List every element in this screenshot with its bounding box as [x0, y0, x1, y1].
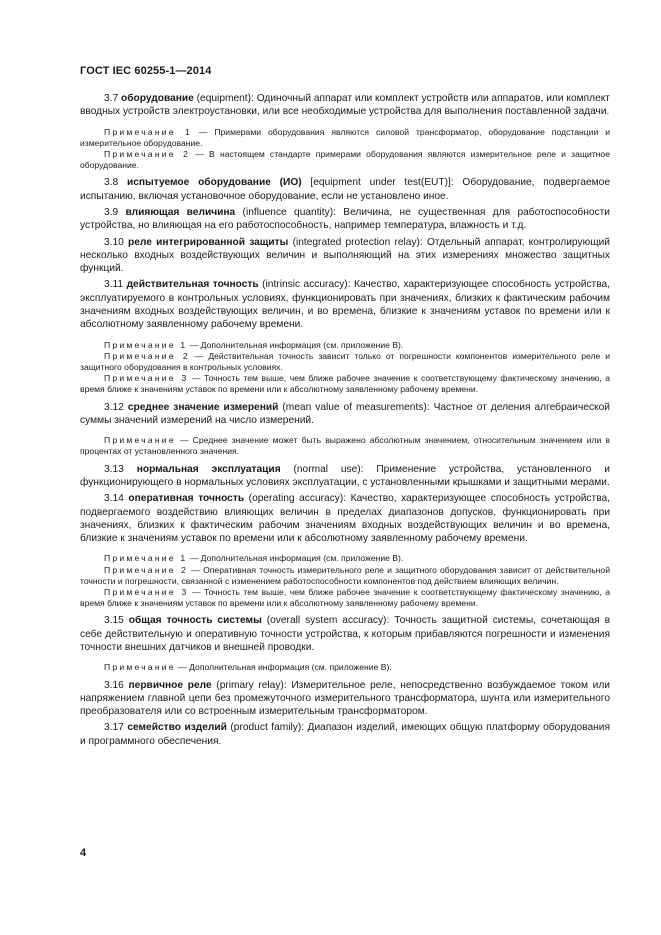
- note-text: — Дополнительная информация (см. приложение В).: [187, 339, 404, 350]
- standard-header: ГОСТ IEC 60255-1—2014: [80, 65, 212, 77]
- note-text: — Оперативная точность измерительного реле и защитного оборудования зависит от действительной точности и погрешности, связанной с изменением работоспособности компонентов под действием влияющих величин.: [80, 564, 610, 586]
- clause-number: 3.12: [104, 401, 124, 413]
- note-label: Примечание 1: [104, 126, 192, 137]
- definition-text: (product family): Диапазон изделий, имеющих общую платформу оборудования и программного обеспечения.: [80, 722, 610, 747]
- definition-text: (equipment): Одиночный аппарат или комплект устройств или аппаратов, или комплект вводных устройств электроустановки, или все необходимые устройства для выполнения поставленной задачи.: [80, 93, 610, 118]
- definition-text: (primary relay): Измерительное реле, непосредственно возбуждаемое током или напряжением главной цепи без промежуточного измерительного трансформатора, шунта или измерительного преобразователя или со встроенным измерительным трансформатором.: [80, 679, 610, 718]
- definition-text: (overall system accuracy): Точность защитной системы, сочетающая в себе действительную и оперативную точности устройства, к которым прибавляются погрешности и изменения точности внешних датчиков и внешней проводки.: [80, 615, 610, 654]
- definition-paragraph: [80, 679, 610, 719]
- definition-text: (integrated protection relay): Отдельный аппарат, контролирующий несколько входных воздействующих величин и выполняющий на этих измерениях множество защитных функций.: [80, 236, 610, 275]
- definition-paragraph: [80, 401, 610, 428]
- note-text: — В настоящем стандарте примерами оборудования являются измерительное реле и защитное оборудование.: [80, 149, 610, 171]
- term: среднее значение измерений: [127, 401, 279, 413]
- note-text: — Точность тем выше, чем ближе рабочее значение к соответствующему фактическому значению, а время ближе к значениям уставок по времени или к абсолютному заявленному рабочему времени.: [80, 373, 610, 395]
- term: семейство изделий: [127, 722, 227, 734]
- definition-paragraph: [80, 236, 610, 276]
- definition-text: (mean value of measurements): Частное от деления алгебраической суммы значений измерений на число измерений.: [80, 401, 610, 426]
- document-body: [80, 92, 610, 751]
- clause-number: 3.7: [104, 93, 119, 104]
- clause-number: 3.8: [104, 177, 119, 189]
- term: реле интегрированной защиты: [128, 236, 289, 248]
- definition-text: (operating accuracy): Качество, характеризующее способность устройства, подвергаемого воздействию влияющих величин в пределах диапазонов допусков, функционировать при значениях, близких к фактическим рабочим значениям входных воздействующих величин и во времена, близкие к значениям уставок по времени или к абсолютному заявленному рабочему времени.: [80, 493, 610, 545]
- clause-number: 3.13: [104, 463, 124, 475]
- definition-paragraph: [80, 614, 610, 654]
- clause-number: 3.10: [104, 236, 124, 248]
- definition-paragraph: [80, 721, 610, 748]
- note-text: — Точность тем выше, чем ближе рабочее значение к соответствующему фактическому значению, а время ближе к значениям уставок по времени или к абсолютному заявленному рабочему времени.: [80, 587, 610, 609]
- definition-paragraph: [80, 278, 610, 331]
- term: оперативная точность: [128, 493, 245, 505]
- note-text: — Дополнительная информация (см. приложение В).: [175, 662, 392, 673]
- note: [80, 351, 610, 373]
- definition-paragraph: [80, 92, 610, 119]
- term: нормальная эксплуатация: [136, 463, 281, 475]
- definition-text: [equipment under test(EUT)]: Оборудование, подвергаемое испытанию, включая установочное оборудование, если не установлено иное.: [80, 177, 610, 202]
- note-label: Примечание 1: [104, 553, 188, 564]
- note-label: Примечание: [104, 435, 176, 446]
- clause-number: 3.16: [104, 679, 124, 691]
- note: [80, 662, 610, 673]
- note-label: Примечание 3: [104, 373, 189, 384]
- note: [80, 435, 610, 457]
- page-number: 4: [80, 847, 87, 859]
- term: общая точность системы: [128, 615, 262, 627]
- note: [80, 340, 610, 351]
- note: [80, 587, 610, 609]
- term: испытуемое оборудование (ИО): [126, 177, 302, 189]
- clause-number: 3.14: [104, 493, 124, 505]
- term: влияющая величина: [125, 207, 236, 218]
- note-label: Примечание 2: [104, 350, 190, 361]
- term: оборудование: [121, 93, 194, 104]
- note-text: — Дополнительная информация (см. приложение В).: [187, 553, 404, 564]
- note: [80, 553, 610, 564]
- note: [80, 373, 610, 395]
- clause-number: 3.17: [104, 722, 124, 734]
- note: [80, 149, 610, 171]
- definition-paragraph: [80, 492, 610, 545]
- note-label: Примечание 2: [104, 564, 189, 575]
- note-label: Примечание 2: [104, 149, 191, 159]
- definition-text: (intrinsic accuracy): Качество, характеризующее способность устройства, эксплуатируемого в контрольных условиях, функционировать при значениях, близких к фактическим рабочим значениям входных воздействующих величин, и во времена, близкие к значениям уставок по времени или к абсолютному заявленному рабочему времени.: [80, 279, 610, 331]
- note-label: Примечание 1: [104, 339, 188, 350]
- definition-paragraph: [80, 206, 610, 233]
- term: действительная точность: [126, 279, 259, 291]
- note-label: Примечание: [104, 662, 176, 673]
- note: [80, 127, 610, 149]
- definition-text: (influence quantity): Величина, не существенная для работоспособности устройства, но влияющая на его работоспособность, например температура, влажность и т.д.: [80, 207, 611, 232]
- note-text: — Среднее значение может быть выражено абсолютным значением, относительным значением или в процентах от установленного значения.: [80, 435, 610, 457]
- definition-text: (normal use): Применение устройства, установленного и функционирующего в нормальных условиях эксплуатации, с установленными крышками и защитными мерами.: [80, 463, 610, 488]
- clause-number: 3.9: [104, 207, 119, 218]
- note: [80, 565, 610, 587]
- note-text: — Действительная точность зависит только от погрешности компонентов измерительного реле и защитного оборудования в контрольных условиях.: [80, 350, 611, 373]
- term: первичное реле: [128, 679, 212, 691]
- note-label: Примечание 3: [104, 587, 189, 598]
- definition-paragraph: [80, 176, 610, 203]
- clause-number: 3.15: [104, 615, 124, 627]
- note-text: — Примерами оборудования являются силовой трансформатор, оборудование подстанции и измерительное оборудование.: [80, 126, 610, 148]
- clause-number: 3.11: [104, 279, 124, 291]
- definition-paragraph: [80, 463, 610, 490]
